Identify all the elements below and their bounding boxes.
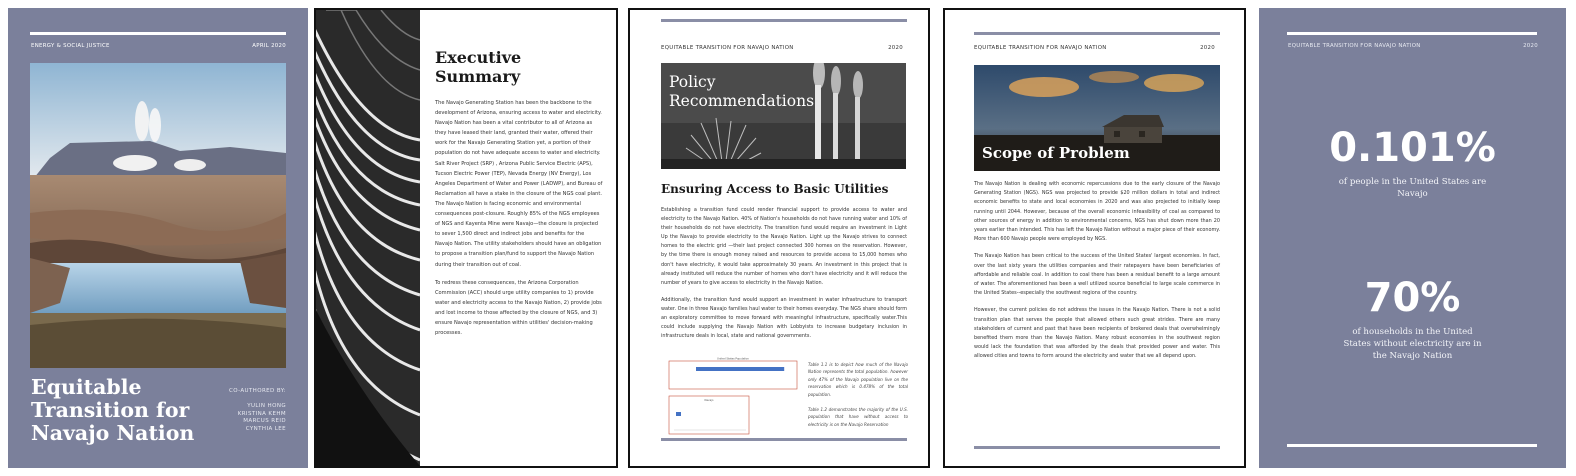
coauthors-label: CO-AUTHORED BY: <box>228 388 286 394</box>
cover-title-line: Navajo Nation <box>31 421 195 445</box>
cover-page[interactable] <box>8 8 308 468</box>
stats-bottom-rule <box>1287 444 1537 447</box>
scope-runhead-year: 2020 <box>1200 45 1215 51</box>
policy-banner-line: Policy <box>669 73 716 91</box>
policy-top-rule <box>661 19 907 22</box>
chart2-bar <box>676 412 681 416</box>
stats-runhead: EQUITABLE TRANSITION FOR NAVAJO NATION <box>1288 43 1421 49</box>
stat-value: 70% <box>1364 275 1461 321</box>
stats-top-rule <box>1287 32 1537 35</box>
policy-page[interactable] <box>628 8 930 468</box>
scope-bottom-rule <box>974 446 1220 449</box>
stat-caption: of people in the United States are Navajo <box>1338 177 1487 199</box>
policy-banner-title <box>669 73 814 111</box>
policy-body <box>661 206 907 349</box>
cover-category: ENERGY & SOCIAL JUSTICE <box>31 43 110 49</box>
stats-page[interactable] <box>1259 8 1566 468</box>
scope-top-rule <box>974 32 1220 35</box>
scope-page[interactable] <box>943 8 1246 468</box>
author-name: MARCUS REID <box>243 418 286 425</box>
chart-notes <box>808 361 908 436</box>
cover-top-rule <box>30 32 286 35</box>
policy-runhead-year: 2020 <box>888 45 903 51</box>
stat-block-navajo-share <box>1259 126 1566 200</box>
policy-bottom-rule <box>661 438 907 441</box>
summary-paragraph: The Navajo Generating Station has been the backbone to the development of Arizona, ensuring access to water and electricity. Navajo Nation has been a vital contributor to all of Arizona as they have leased their land, granted their water, offered their work for the Navajo Generating Station yet, a portion of their population do not have adequate access to water and electricity. Salt River Project (SRP) , Arizona Public Service Electric (APS), Tucson Electric Power (TEP), Nevada Energy (NV Energy), Los Angeles Department of Water and Power (LADWP), and Bureau of Reclamation all have a stake in the closure of the NGS coal plant. The Navajo Nation is facing economic and environmental consequences post-closure. Roughly 85% of the NGS employees of NGS and Kayenta Mine were Navajo—the closure is projected to sever 1,500 direct and indirect jobs and benefits for the Navajo Nation. The utility stakeholders should have an obligation to propose a transition plan/fund to support the Navajo Nation during their transition out of coal. <box>435 100 603 268</box>
abstract-architecture-photo <box>316 10 420 466</box>
policy-heading: Ensuring Access to Basic Utilities <box>661 182 889 196</box>
policy-paragraph: Additionally, the transition fund would support an investment in water infrastructure to transport water. One in three Navajo families haul water to their homes everyday. The NGS share should form an exploratory committee to move forward with meaningful infrastructure, specifically water.This could include supplying the Navajo Nation with Lobbyists to increase budgetary inclusion in infrastructure deals in local, state and national governments. <box>661 296 907 340</box>
summary-heading: Executive Summary <box>435 48 522 86</box>
cover-title <box>31 376 194 445</box>
coauthors-block <box>229 388 286 433</box>
cover-title-line: Transition for <box>31 398 190 422</box>
policy-paragraph: Establishing a transition fund could render financial support to provide access to water and electricity to the Navajo Nation. 40% of Nation's households do not have running water and 10% of their households do not have electricity. The transition fund would require an investment in Light Up the Navajo to provide electricity to the Navajo Nation. Light up the Navajo strives to connect homes to the electric grid —their last project connected 300 homes on the reservation. However, by the time there is enough money raised and resources to provide access to 15,000 homes who don't have electricity, it would take approximately 30 years. An investment in this project that is already instituted will reduce the number of homes who don't have electricity and it will reduce the number of years to give access to electricity in the Navajo Nation. <box>661 207 907 286</box>
stat-block-electricity <box>1259 276 1566 362</box>
executive-summary-page[interactable] <box>314 8 618 468</box>
author-name: YULIN HONG <box>247 403 286 410</box>
cover-photo-canyon-lake <box>30 63 286 368</box>
cover-title-line: Equitable <box>31 375 142 399</box>
chart2-title: Navajo <box>704 399 714 402</box>
chart1-frame <box>669 361 797 389</box>
author-name: KRISTINA KEHM <box>237 410 286 417</box>
cover-date: APRIL 2020 <box>252 43 286 49</box>
chart1-title: United States Population <box>716 357 750 361</box>
scope-paragraph: However, the current policies do not address the issues in the Navajo Nation. There is not a solid transition plan that serves the people that allowed others such great strides. There are many stakeholders of current and past that have been recipients of brokered deals that overwhelmingly benefited them more than the Navajo Nation. Many robust economies in the southwest region would lack the foundation that was afforded by the deals that provided power and water. This allowed cities and towns to form around the electricity and water that we all depend upon. <box>974 307 1220 360</box>
summary-paragraph: To redress these consequences, the Arizona Corporation Commission (ACC) should urge utility companies to 1) provide water and electricity access to the Navajo Nation, 2) provide jobs and lost income to those affected by the closure of NGS, and 3) ensure Navajo representation within utilities' decision-making processes. <box>435 279 602 337</box>
scope-runhead: EQUITABLE TRANSITION FOR NAVAJO NATION <box>974 45 1107 51</box>
stat-value: 0.101% <box>1329 125 1496 171</box>
scope-paragraph: The Navajo Nation is dealing with economic repercussions due to the early closure of the Navajo Generating Station (NGS). NGS was projected to provide $20 million dollars in total and indirect economic benefits to state and local economies in 2020 and was also projected to initially keep running until 2044. However, because of the overall economic infeasibility of coal as compared to other sources of energy in addition to environmental concerns, NGS has shut down more than 20 years earlier than intended. This has left the Navajo Nation without a major piece of their economy. More than 600 Navajo people were employed by NGS. <box>974 181 1220 243</box>
stats-runhead-year: 2020 <box>1523 43 1538 49</box>
summary-body <box>435 48 603 346</box>
author-name: CYNTHIA LEE <box>245 425 286 432</box>
chart-note: Table 1.1 is to depict how much of the Navajo Nation represents the total population. however only 47% of the Navajo population live on the reservation which is 0.478% of the total population. <box>808 362 908 397</box>
chart-note: Table 1.2 demonstrates the majority of the U.S. population that have without access to electricity is on the Navajo Reservation <box>808 407 908 427</box>
scope-body <box>974 180 1220 370</box>
scope-paragraph: The Navajo Nation has been critical to the success of the United States' largest economies. In fact, over the last sixty years the utilities companies and their ratepayers have been beneficiaries of affordable and reliable coal. In addition to coal there has been a residual benefit to a large amount of water. The aforementioned has been a well utilized source beneficial to large scale commerce in the United States--especially the southwest regions of the country. <box>974 253 1220 297</box>
scope-banner-title: Scope of Problem <box>982 144 1130 162</box>
policy-banner-line: Recommendations <box>669 92 815 110</box>
chart1-bar <box>696 367 784 371</box>
population-chart <box>668 356 798 436</box>
policy-runhead: EQUITABLE TRANSITION FOR NAVAJO NATION <box>661 45 794 51</box>
stat-caption: of households in the United States without electricity are in the Navajo Nation <box>1343 327 1482 361</box>
